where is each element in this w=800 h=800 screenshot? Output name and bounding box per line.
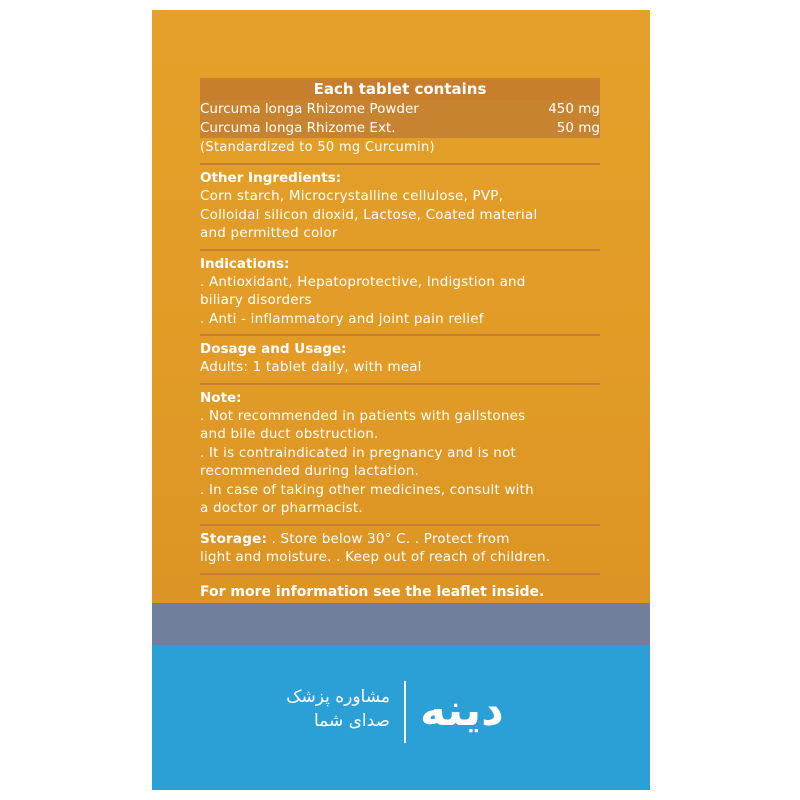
divider-line — [200, 249, 600, 251]
other-ingredients-line: Corn starch, Microcrystalline cellulose, PVP, — [200, 188, 504, 204]
divider-line — [200, 524, 600, 526]
section-title-indications: Indications: — [200, 255, 290, 272]
ingredient-name: Curcuma longa Rhizome Powder — [200, 101, 419, 117]
note-line: a doctor or pharmacist. — [200, 500, 363, 516]
composition-row — [200, 100, 600, 119]
info-panel — [200, 78, 600, 601]
indications-line: . Anti - inflammatory and joint pain relief — [200, 310, 484, 327]
standardized-text: (Standardized to 50 mg Curcumin) — [200, 140, 435, 155]
storage-text: . Store below 30° C. . Protect from — [271, 530, 510, 547]
slogan-line: مشاوره پزشک — [286, 687, 390, 707]
note-line: . It is contraindicated in pregnancy and is not — [200, 444, 517, 461]
note-line: recommended during lactation. — [200, 463, 419, 479]
indications-line: biliary disorders — [200, 292, 312, 308]
storage-title: Storage: — [200, 530, 268, 547]
brand-area — [152, 645, 650, 790]
gray-stripe — [152, 603, 650, 645]
brand-logo: دینه — [420, 685, 504, 736]
standardized-note — [200, 138, 600, 157]
note-line: and bile duct obstruction. — [200, 426, 379, 442]
divider-line — [200, 334, 600, 336]
composition-header: Each tablet contains — [200, 78, 600, 100]
ingredient-amount: 50 mg — [556, 120, 600, 136]
section-title-other-ingredients: Other Ingredients: — [200, 170, 342, 186]
dosage-line: Adults: 1 tablet daily, with meal — [200, 359, 422, 375]
divider-line — [200, 163, 600, 165]
indications-line: . Antioxidant, Hepatoprotective, Indigstion and — [200, 273, 526, 290]
section-title-note: Note: — [200, 389, 242, 406]
other-ingredients-line: and permitted color — [200, 225, 338, 241]
other-ingredients-line: Colloidal silicon dioxid, Lactose, Coated material — [200, 206, 538, 223]
note-line: . In case of taking other medicines, consult with — [200, 481, 534, 498]
storage-line — [200, 530, 600, 549]
leaflet-note: For more information see the leaflet inside. — [200, 583, 545, 600]
brand-divider — [404, 681, 406, 743]
note-line: . Not recommended in patients with gallstones — [200, 407, 526, 424]
brand-slogan — [230, 685, 390, 733]
storage-line: light and moisture. . Keep out of reach of children. — [200, 549, 551, 565]
divider-line — [200, 383, 600, 385]
ingredient-name: Curcuma longa Rhizome Ext. — [200, 120, 396, 136]
slogan-line: صدای شما — [313, 711, 390, 731]
divider-line — [200, 573, 600, 575]
product-box-side — [152, 10, 650, 790]
ingredient-amount: 450 mg — [548, 101, 600, 117]
composition-row — [200, 119, 600, 138]
section-title-dosage: Dosage and Usage: — [200, 341, 347, 357]
